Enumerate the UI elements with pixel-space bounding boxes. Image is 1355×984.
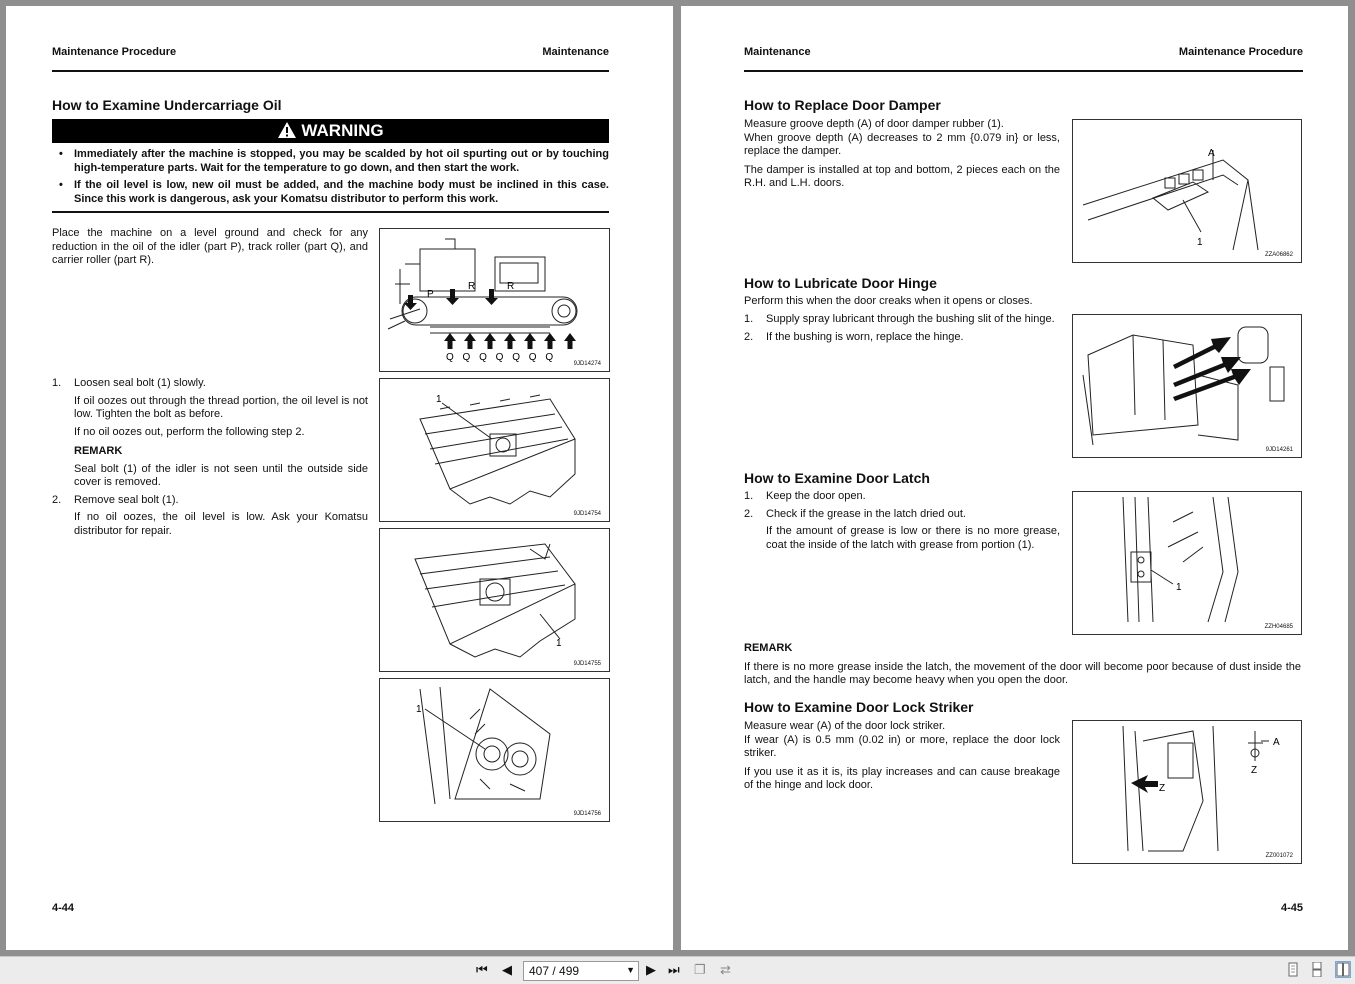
- step-detail: If the amount of grease is low or there is no more grease, coat the inside of the latch with grease from portion (1).: [766, 525, 1060, 551]
- section-title: How to Lubricate Door Hinge: [744, 275, 937, 291]
- step-text: If the bushing is worn, replace the hinge.: [766, 330, 964, 343]
- figure-code: 9JD14756: [573, 811, 601, 817]
- figure-code: ZZH04685: [1264, 624, 1293, 630]
- label-p: P: [427, 289, 434, 300]
- warning-banner: [52, 119, 609, 143]
- figure-door-hinge: [1072, 314, 1302, 458]
- step-number: 1.: [744, 490, 754, 502]
- remark-block: [744, 642, 1301, 693]
- header-right: Maintenance: [542, 46, 609, 58]
- header-left: Maintenance: [744, 46, 811, 58]
- paragraph: Measure wear (A) of the door lock striker.: [744, 720, 946, 732]
- viewer-toolbar: [0, 956, 1355, 984]
- step-detail: If no oil oozes out, perform the following step 2.: [74, 425, 305, 438]
- divider: [52, 211, 609, 213]
- paragraph: If you use it as it is, its play increases and can cause breakage of the hinge and lock door.: [744, 765, 1060, 791]
- figure-door-damper: [1072, 119, 1302, 263]
- list-item: [52, 494, 368, 539]
- section-title: How to Examine Undercarriage Oil: [52, 97, 282, 113]
- page-number: 4-44: [52, 902, 75, 914]
- right-page: [681, 6, 1348, 950]
- step-number: 2.: [744, 330, 754, 343]
- label-z: Z: [1251, 765, 1258, 776]
- section-title: How to Examine Door Lock Striker: [744, 699, 974, 715]
- warning-item: • Immediately after the machine is stopped, you may be scalded by hot oil spurting out or by touching high-temperature parts. Wait for the temperature to go down, and then start the work.: [52, 148, 609, 175]
- section-text: [744, 118, 1060, 196]
- copy-icon[interactable]: ❐: [694, 962, 706, 977]
- page-selector[interactable]: [523, 961, 639, 981]
- figure-roller-seal-bolt: [379, 528, 610, 672]
- header-left: Maintenance Procedure: [52, 46, 177, 58]
- figure-code: 9JD14755: [573, 661, 601, 667]
- remark-text: Seal bolt (1) of the idler is not seen until the outside side cover is removed.: [74, 462, 368, 488]
- list-item: [744, 331, 1060, 345]
- first-page-icon[interactable]: ⏮: [476, 962, 488, 977]
- figure-carrier-roller: [379, 678, 610, 822]
- chevron-down-icon: ▼: [626, 965, 635, 975]
- label-a: A: [1273, 737, 1280, 748]
- step-text: Keep the door open.: [766, 490, 866, 502]
- label-1: 1: [1197, 237, 1203, 248]
- continuous-view-icon[interactable]: [1310, 962, 1324, 977]
- figure-idler-seal-bolt: [379, 378, 610, 522]
- step-text: Supply spray lubricant through the bushing slit of the hinge.: [766, 313, 1055, 325]
- prev-page-icon[interactable]: ◀: [502, 962, 512, 977]
- intro-text: Place the machine on a level ground and check for any reduction in the oil of the idler (part P), track roller (part Q), and carrier roller (part R).: [52, 227, 368, 266]
- warning-item: • If the oil level is low, new oil must be added, and the machine body must be inclined in this case. Since this work is dangerous, ask your Komatsu distributor to perform this work.: [52, 179, 609, 206]
- label-q: Q Q Q Q Q Q Q: [446, 352, 557, 363]
- figure-code: ZZ001072: [1265, 853, 1293, 859]
- running-header: [744, 46, 1303, 72]
- figure-code: ZZA06862: [1264, 252, 1293, 258]
- steps-list: [744, 313, 1060, 348]
- label-r: R: [507, 281, 515, 292]
- page-number: 4-45: [1280, 902, 1303, 914]
- step-detail: If oil oozes out through the thread portion, the oil level is not low. Tighten the bolt as before.: [74, 394, 368, 420]
- figure-label: 1: [416, 704, 422, 715]
- last-page-icon[interactable]: ⏭: [668, 962, 680, 977]
- warning-label: WARNING: [301, 121, 384, 140]
- step-number: 2.: [744, 507, 754, 520]
- paragraph: When groove depth (A) decreases to 2 mm {0.079 in} or less, replace the damper.: [744, 131, 1060, 157]
- step-number: 2.: [52, 493, 62, 506]
- figure-door-lock-striker: [1072, 720, 1302, 864]
- warning-list: [52, 148, 609, 210]
- step-number: 1.: [52, 377, 62, 389]
- steps-list: [52, 377, 368, 542]
- figure-label: 1: [556, 638, 562, 649]
- label-1: 1: [1176, 582, 1182, 593]
- section-title: How to Examine Door Latch: [744, 470, 930, 486]
- single-page-view-icon[interactable]: [1286, 962, 1300, 977]
- paragraph: If wear (A) is 0.5 mm (0.02 in) or more, replace the door lock striker.: [744, 733, 1060, 759]
- figure-label: 1: [436, 394, 442, 405]
- step-detail: If no oil oozes, the oil level is low. Ask your Komatsu distributor for repair.: [74, 511, 368, 537]
- section-intro: Perform this when the door creaks when it opens or closes.: [744, 295, 1033, 307]
- step-text: Check if the grease in the latch dried out.: [766, 507, 966, 520]
- list-item: [52, 377, 368, 490]
- section-text: [744, 720, 1060, 798]
- figure-machine-side: [379, 228, 610, 372]
- paragraph: Measure groove depth (A) of door damper rubber (1).: [744, 118, 1004, 130]
- steps-list: [744, 490, 1060, 556]
- list-item: [744, 490, 1060, 504]
- label-z: Z: [1159, 783, 1166, 794]
- list-item: [744, 508, 1060, 553]
- figure-code: 9JD14274: [573, 361, 601, 367]
- page-indicator: 407 / 499: [529, 964, 580, 978]
- header-right: Maintenance Procedure: [1178, 46, 1303, 58]
- step-number: 1.: [744, 313, 754, 325]
- paragraph: The damper is installed at top and bottom, 2 pieces each on the R.H. and L.H. doors.: [744, 163, 1060, 189]
- remark-label: REMARK: [744, 642, 793, 654]
- next-page-icon[interactable]: ▶: [646, 962, 656, 977]
- two-page-view-icon[interactable]: [1336, 962, 1350, 977]
- remark-text: If there is no more grease inside the latch, the movement of the door will become poor because of dust inside the latch, and the handle may become heavy when you open the door.: [744, 660, 1301, 686]
- list-item: [744, 313, 1060, 327]
- remark-label: REMARK: [74, 445, 123, 457]
- figure-door-latch: [1072, 491, 1302, 635]
- step-text: Loosen seal bolt (1) slowly.: [74, 377, 206, 389]
- label-r: R: [468, 281, 476, 292]
- warning-icon: [277, 121, 297, 139]
- figure-code: 9JD14261: [1265, 447, 1293, 453]
- left-page: [6, 6, 673, 950]
- label-a: A: [1208, 148, 1215, 159]
- figure-code: 9JD14754: [573, 511, 601, 517]
- running-header: [52, 46, 609, 72]
- step-text: Remove seal bolt (1).: [74, 493, 179, 506]
- sync-icon[interactable]: ⇄: [720, 962, 731, 977]
- section-title: How to Replace Door Damper: [744, 97, 941, 113]
